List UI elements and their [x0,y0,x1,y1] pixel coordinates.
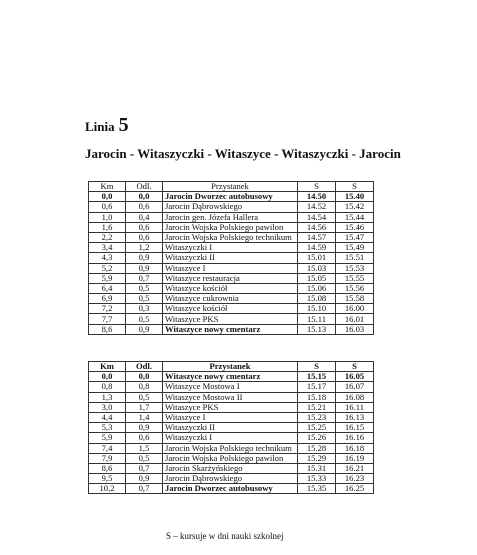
cell-odl: 1,2 [126,243,163,253]
cell-odl: 0,6 [126,202,163,212]
cell-s1: 15.33 [298,474,336,484]
table-row [89,484,374,494]
timetable-outbound [88,181,374,335]
cell-s2: 15.55 [336,273,374,283]
cell-km: 5,2 [89,263,126,273]
cell-km: 3,4 [89,243,126,253]
cell-s2: 15.58 [336,294,374,304]
cell-s1: 15.01 [298,253,336,263]
table-row [89,192,374,202]
cell-s2: 16.25 [336,484,374,494]
cell-s2: 15.46 [336,222,374,232]
cell-stop: Witaszyczki II [163,423,298,433]
cell-km: 0,0 [89,192,126,202]
col-odl: Odl. [126,182,163,192]
cell-odl: 0,9 [126,253,163,263]
cell-stop: Witaszyce nowy cmentarz [163,372,298,382]
table-row [89,232,374,242]
cell-km: 7,9 [89,453,126,463]
cell-stop: Witaszyce cukrownia [163,294,298,304]
cell-s1: 15.03 [298,263,336,273]
cell-stop: Jarocin Dąbrowskiego [163,474,298,484]
table-row [89,304,374,314]
table-row [89,243,374,253]
footnote: S – kursuje w dni nauki szkolnej [166,531,284,541]
cell-s1: 14.57 [298,232,336,242]
table-row [89,463,374,473]
cell-s1: 15.23 [298,412,336,422]
cell-km: 4,4 [89,412,126,422]
cell-stop: Witaszyce nowy cmentarz [163,324,298,334]
cell-km: 0,8 [89,382,126,392]
cell-odl: 0,6 [126,232,163,242]
table-row [89,412,374,422]
cell-odl: 1,7 [126,402,163,412]
cell-odl: 0,7 [126,463,163,473]
cell-odl: 0,5 [126,283,163,293]
cell-s1: 14.50 [298,192,336,202]
line-number: 5 [118,114,129,136]
cell-odl: 0,7 [126,273,163,283]
col-stop: Przystanek [163,362,298,372]
cell-s2: 16.13 [336,412,374,422]
cell-s1: 15.15 [298,372,336,382]
cell-km: 1,3 [89,392,126,402]
table-row [89,283,374,293]
table-row [89,324,374,334]
cell-s2: 15.49 [336,243,374,253]
cell-odl: 0,3 [126,304,163,314]
cell-s2: 15.53 [336,263,374,273]
table-row [89,443,374,453]
table-header-row [89,362,374,372]
cell-km: 5,9 [89,273,126,283]
cell-km: 7,4 [89,443,126,453]
cell-km: 5,9 [89,433,126,443]
cell-s1: 15.13 [298,324,336,334]
cell-stop: Witaszyczki II [163,253,298,263]
cell-stop: Witaszyce PKS [163,314,298,324]
cell-s2: 16.01 [336,314,374,324]
cell-odl: 0,9 [126,474,163,484]
cell-stop: Witaszyce kościół [163,283,298,293]
cell-km: 8,6 [89,463,126,473]
cell-stop: Jarocin Dąbrowskiego [163,202,298,212]
cell-s2: 16.21 [336,463,374,473]
cell-s2: 15.47 [336,232,374,242]
cell-s1: 14.54 [298,212,336,222]
cell-odl: 0,4 [126,212,163,222]
cell-stop: Jarocin Wojska Polskiego pawilon [163,453,298,463]
cell-s2: 16.23 [336,474,374,484]
cell-stop: Jarocin Wojska Polskiego technikum [163,443,298,453]
cell-s2: 16.00 [336,304,374,314]
cell-odl: 0,8 [126,382,163,392]
cell-s1: 15.21 [298,402,336,412]
cell-km: 8,6 [89,324,126,334]
cell-s2: 15.51 [336,253,374,263]
col-s2: S [336,362,374,372]
cell-km: 0,6 [89,202,126,212]
cell-stop: Witaszyce PKS [163,402,298,412]
cell-km: 5,3 [89,423,126,433]
timetable-outbound-body [89,192,374,335]
cell-odl: 0,5 [126,453,163,463]
col-km: Km [89,182,126,192]
cell-s1: 15.31 [298,463,336,473]
cell-stop: Witaszyce I [163,412,298,422]
cell-s2: 16.11 [336,402,374,412]
cell-stop: Jarocin Wojska Polskiego technikum [163,232,298,242]
cell-s1: 15.05 [298,273,336,283]
cell-km: 7,2 [89,304,126,314]
cell-s1: 15.08 [298,294,336,304]
cell-s1: 15.11 [298,314,336,324]
table-row [89,423,374,433]
cell-s2: 15.56 [336,283,374,293]
cell-km: 9,5 [89,474,126,484]
table-row [89,212,374,222]
cell-stop: Witaszyce Mostowa I [163,382,298,392]
cell-odl: 0,9 [126,423,163,433]
cell-s2: 16.07 [336,382,374,392]
cell-odl: 0,9 [126,324,163,334]
cell-s1: 15.35 [298,484,336,494]
cell-s2: 16.08 [336,392,374,402]
route-title: Jarocin - Witaszyczki - Witaszyce - Witaszyczki - Jarocin [85,146,401,161]
col-odl: Odl. [126,362,163,372]
line-title [85,104,129,136]
cell-s2: 16.15 [336,423,374,433]
table-header-row [89,182,374,192]
col-s1: S [298,362,336,372]
cell-odl: 0,9 [126,263,163,273]
cell-odl: 0,5 [126,314,163,324]
cell-km: 6,9 [89,294,126,304]
cell-s2: 15.44 [336,212,374,222]
cell-odl: 0,5 [126,392,163,402]
table-row [89,294,374,304]
cell-km: 3,0 [89,402,126,412]
cell-odl: 0,6 [126,433,163,443]
cell-stop: Witaszyce restauracja [163,273,298,283]
cell-s1: 15.06 [298,283,336,293]
timetable-return-body [89,372,374,494]
cell-s2: 15.42 [336,202,374,212]
cell-km: 7,7 [89,314,126,324]
table-row [89,202,374,212]
cell-odl: 1,5 [126,443,163,453]
cell-stop: Jarocin Dworzec autobusowy [163,192,298,202]
table-row [89,474,374,484]
cell-s2: 16.19 [336,453,374,463]
cell-s1: 15.29 [298,453,336,463]
cell-km: 2,2 [89,232,126,242]
cell-km: 0,0 [89,372,126,382]
line-word: Linia [85,119,115,134]
table-row [89,263,374,273]
cell-s2: 15.40 [336,192,374,202]
cell-stop: Witaszyczki I [163,243,298,253]
cell-s1: 15.25 [298,423,336,433]
cell-stop: Jarocin Dworzec autobusowy [163,484,298,494]
cell-s1: 14.59 [298,243,336,253]
cell-s1: 15.18 [298,392,336,402]
col-stop: Przystanek [163,182,298,192]
cell-km: 10,2 [89,484,126,494]
cell-stop: Jarocin gen. Józefa Hallera [163,212,298,222]
cell-s1: 15.26 [298,433,336,443]
table-row [89,253,374,263]
col-s2: S [336,182,374,192]
cell-s1: 14.52 [298,202,336,212]
cell-s2: 16.03 [336,324,374,334]
cell-s1: 15.28 [298,443,336,453]
timetable-return [88,361,374,494]
cell-odl: 0,0 [126,192,163,202]
table-row [89,392,374,402]
cell-km: 1,0 [89,212,126,222]
col-s1: S [298,182,336,192]
cell-stop: Witaszyczki I [163,433,298,443]
cell-stop: Witaszyce Mostowa II [163,392,298,402]
cell-odl: 0,5 [126,294,163,304]
cell-odl: 0,7 [126,484,163,494]
cell-stop: Witaszyce I [163,263,298,273]
cell-s1: 15.17 [298,382,336,392]
cell-stop: Jarocin Skarżyńskiego [163,463,298,473]
table-row [89,453,374,463]
table-row [89,372,374,382]
cell-s2: 16.16 [336,433,374,443]
cell-km: 4,3 [89,253,126,263]
cell-s1: 14.56 [298,222,336,232]
table-row [89,382,374,392]
cell-s2: 16.05 [336,372,374,382]
table-row [89,433,374,443]
table-row [89,402,374,412]
cell-stop: Witaszyce kościół [163,304,298,314]
cell-odl: 1,4 [126,412,163,422]
table-row [89,273,374,283]
cell-odl: 0,6 [126,222,163,232]
cell-stop: Jarocin Wojska Polskiego pawilon [163,222,298,232]
cell-s2: 16.18 [336,443,374,453]
cell-s1: 15.10 [298,304,336,314]
cell-odl: 0,0 [126,372,163,382]
cell-km: 6,4 [89,283,126,293]
table-row [89,222,374,232]
cell-km: 1,6 [89,222,126,232]
col-km: Km [89,362,126,372]
table-row [89,314,374,324]
